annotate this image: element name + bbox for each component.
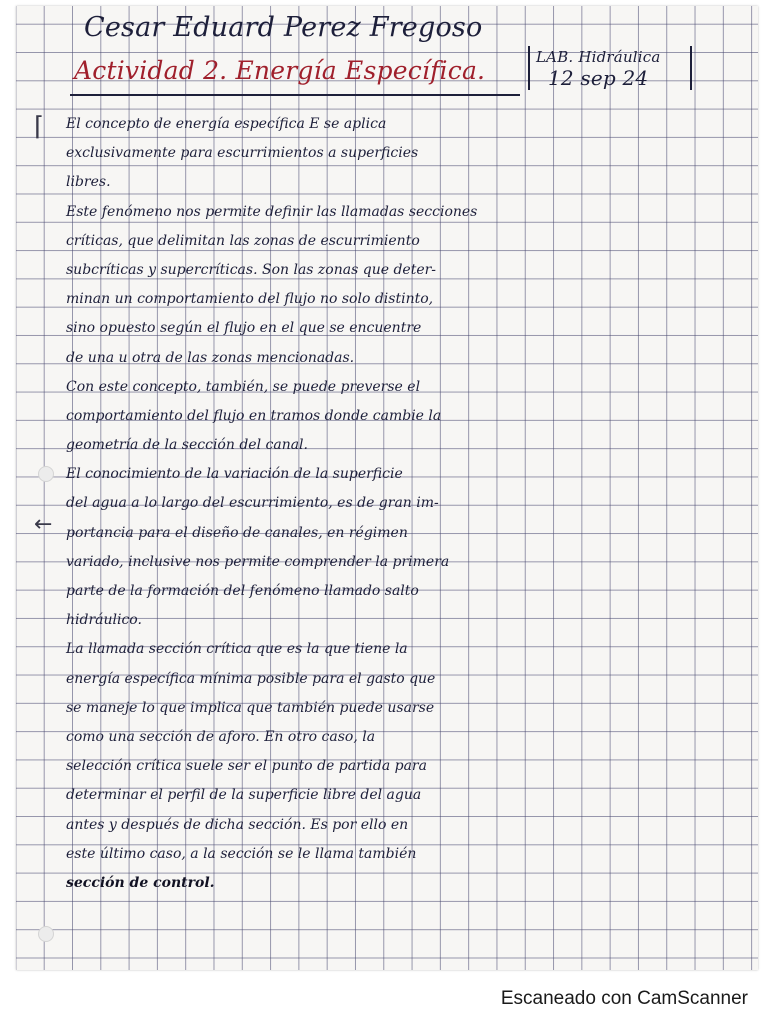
text-line: de una u otra de las zonas mencionadas. [66,349,355,366]
text-line: Con este concepto, también, se puede preverse el [66,378,421,395]
text-line-final: sección de control. [66,874,215,891]
text-line: libres. [66,174,111,191]
text-line: antes y después de dicha sección. Es por ello en [66,816,409,833]
text-line: se maneje lo que implica que también puede usarse [66,699,435,716]
text-line: este último caso, a la sección se le llama también [66,845,417,862]
title-underline [70,94,520,96]
text-line: El conocimiento de la variación de la superficie [66,466,403,483]
text-line: minan un comportamiento del flujo no solo distinto, [66,291,434,308]
text-line: determinar el perfil de la superficie libre del agua [66,787,422,804]
text-line: del agua a lo largo del escurrimiento, es de gran im- [66,495,439,512]
scanner-watermark: Escaneado con CamScanner [500,988,748,1009]
text-line: variado, inclusive nos permite comprender la primera [66,553,450,570]
text-line: energía específica mínima posible para el gasto que [66,670,436,687]
text-line: exclusivamente para escurrimientos a superficies [66,145,419,162]
text-line: sino opuesto según el flujo en el que se encuentre [66,320,422,337]
text-line: subcríticas y supercríticas. Son las zonas que deter- [66,261,437,278]
lab-label: LAB. Hidráulica [536,48,661,66]
text-line: como una sección de aforo. En otro caso, la [66,728,376,745]
binder-hole [38,466,54,482]
text-line: selección crítica suele ser el punto de partida para [66,758,427,775]
text-line: portancia para el diseño de canales, en régimen [66,524,408,541]
text-line: críticas, que delimitan las zonas de escurrimiento [66,232,420,249]
text-line: Este fenómeno nos permite definir las llamadas secciones [66,203,478,220]
text-line: hidráulico. [66,612,142,629]
margin-bracket-mark: ⌈ [34,112,45,142]
text-line: geometría de la sección del canal. [66,437,308,454]
text-line: parte de la formación del fenómeno llamado salto [66,583,419,599]
text-line: comportamiento del flujo en tramos donde cambie la [66,407,442,424]
margin-arrow-icon: ← [34,512,53,537]
text-line: La llamada sección crítica que es la que tiene la [66,641,408,658]
handwritten-body [66,110,756,898]
text-line: El concepto de energía específica E se aplica [66,116,387,132]
binder-hole [38,926,54,942]
activity-title: Actividad 2. Energía Específica. [74,56,486,85]
date-label: 12 sep 24 [548,66,649,90]
author-name: Cesar Eduard Perez Fregoso [84,12,483,43]
